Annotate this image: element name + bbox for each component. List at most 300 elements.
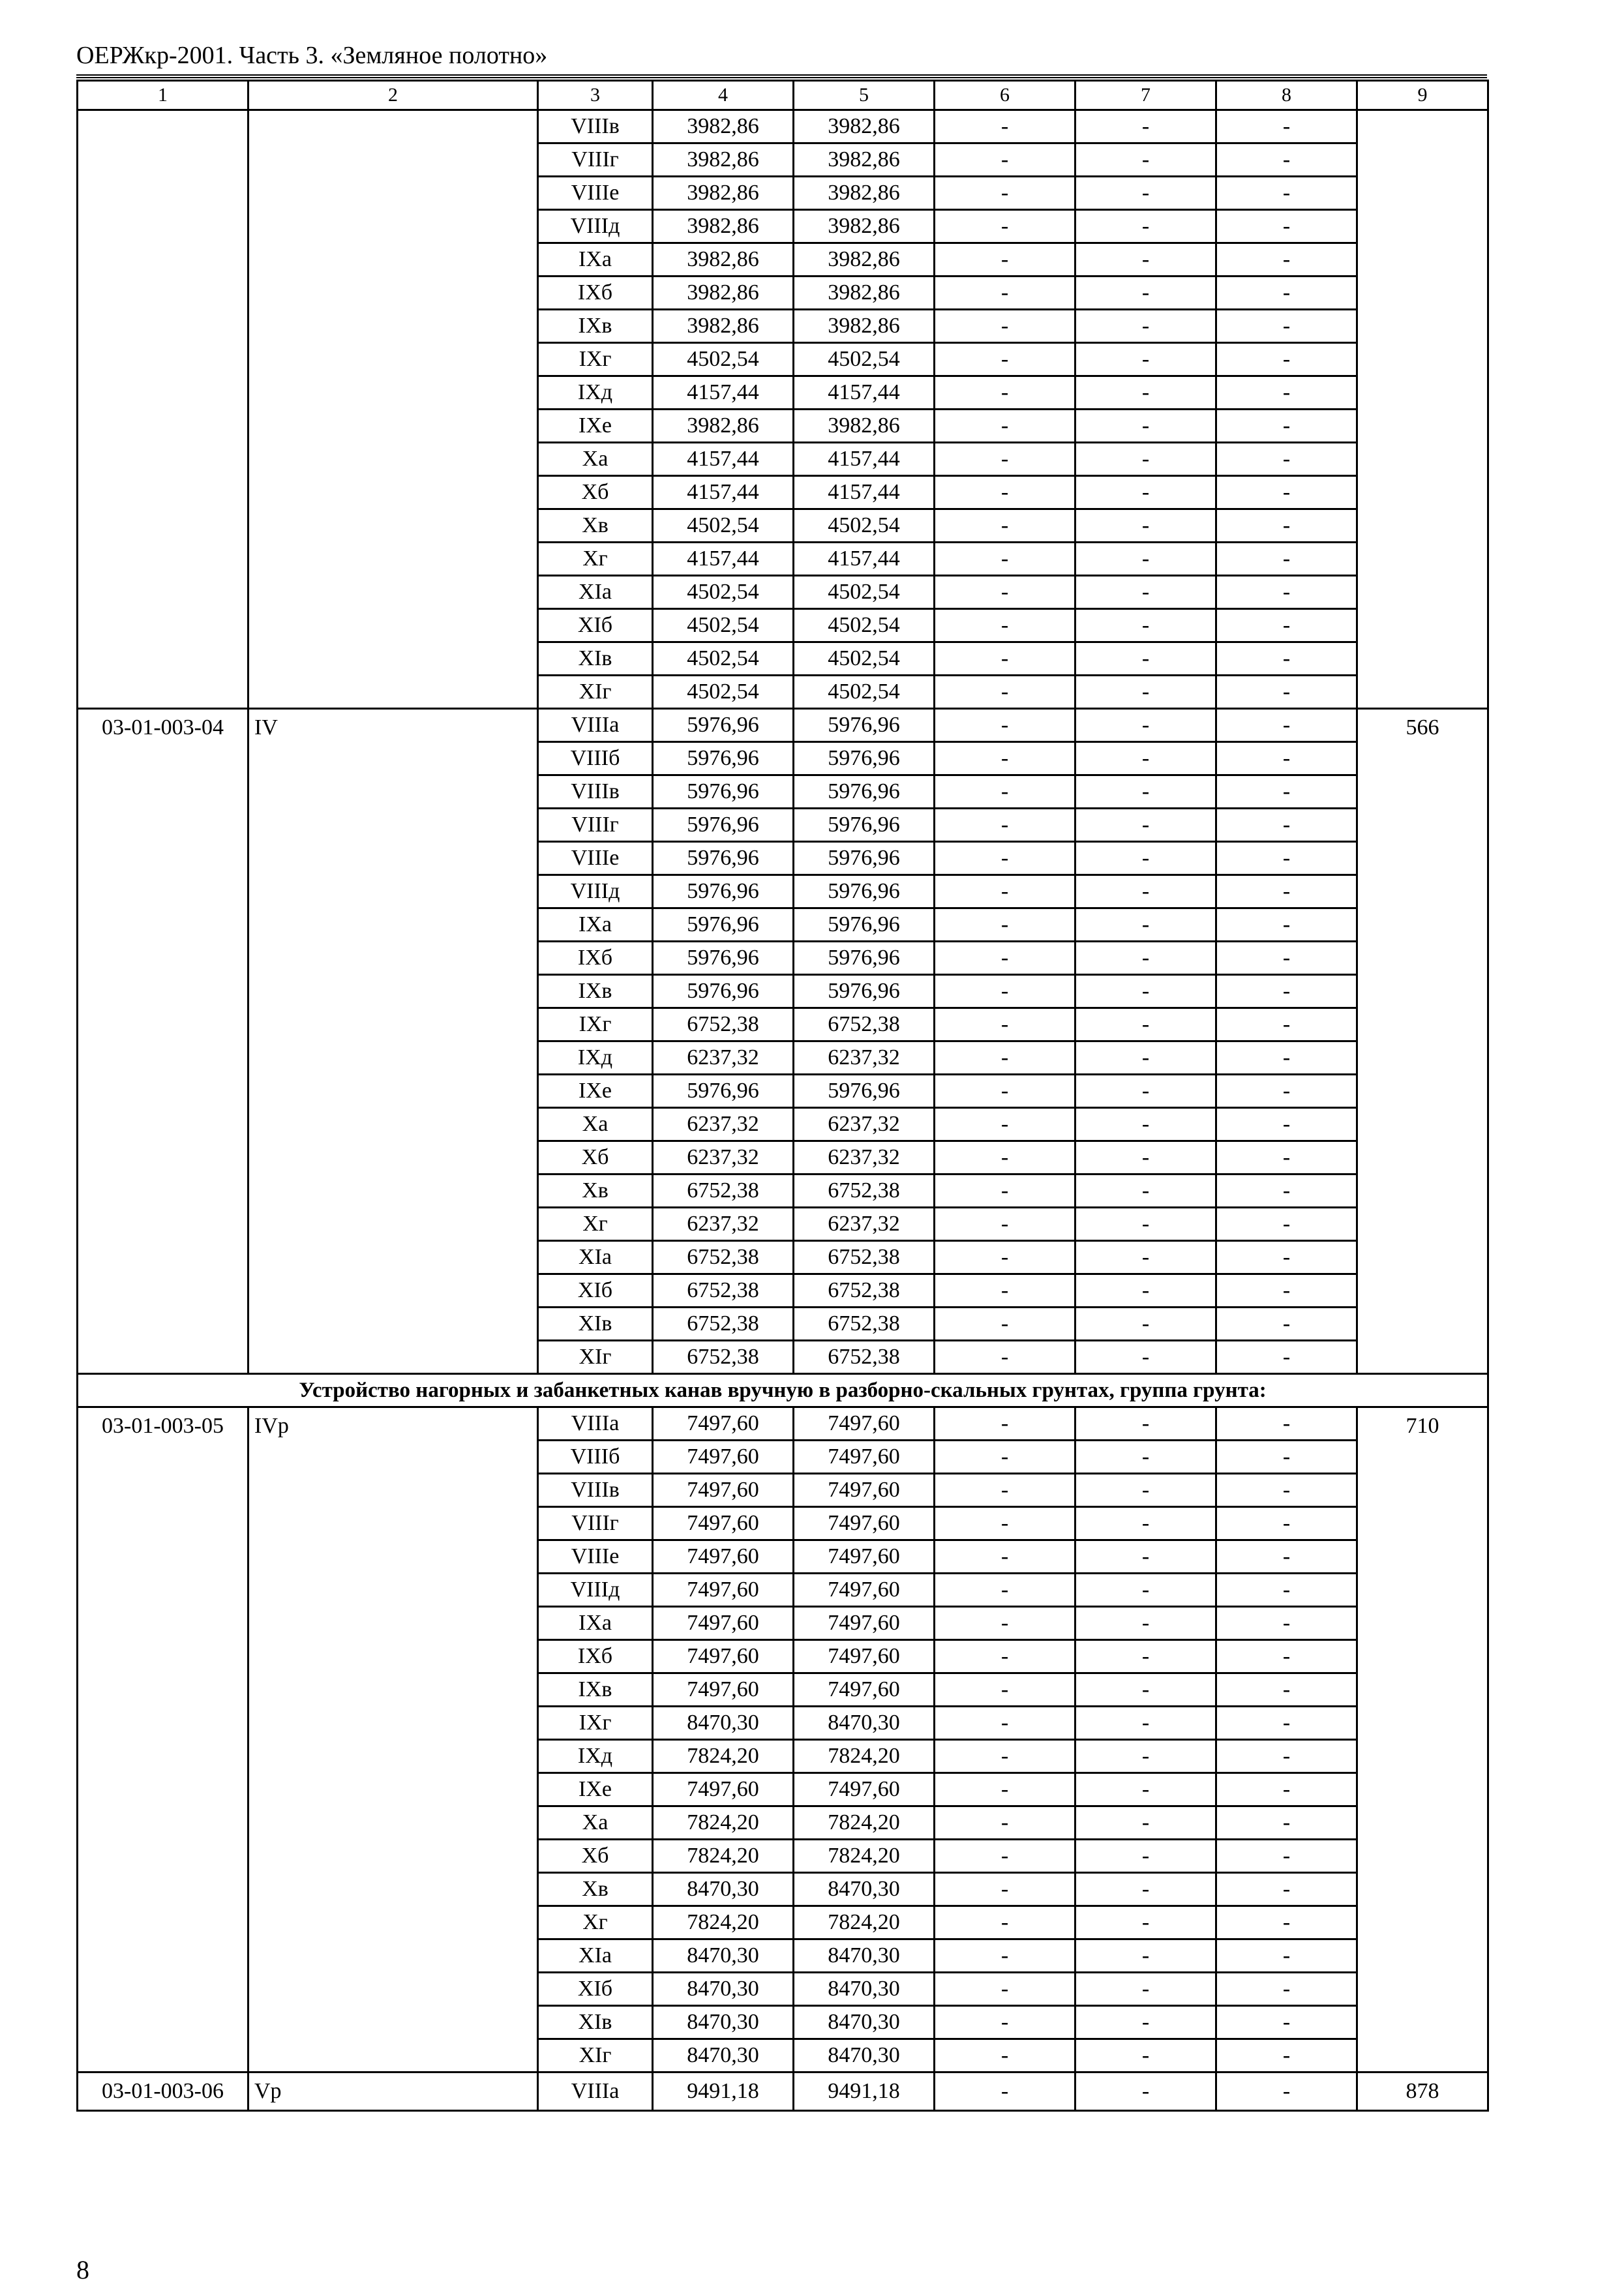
direct-costs: 3982,86 [653, 310, 794, 343]
machine-costs: - [935, 942, 1075, 975]
labor-wages: 8470,30 [794, 1873, 935, 1906]
direct-costs: 6237,32 [653, 1208, 794, 1241]
machine-costs: - [935, 376, 1075, 410]
machinist-wages: - [1075, 1274, 1216, 1308]
materials: - [1216, 908, 1357, 942]
region-code: VIIIв [538, 775, 653, 809]
region-code: VIIIа [538, 2072, 653, 2111]
machinist-wages: - [1075, 210, 1216, 243]
materials: - [1216, 609, 1357, 642]
machine-costs: - [935, 1041, 1075, 1075]
materials: - [1216, 1141, 1357, 1174]
labor-wages: 4502,54 [794, 509, 935, 543]
machine-costs: - [935, 1174, 1075, 1208]
direct-costs: 3982,86 [653, 177, 794, 210]
machinist-wages: - [1075, 609, 1216, 642]
machine-costs: - [935, 576, 1075, 609]
machinist-wages: - [1075, 476, 1216, 509]
direct-costs: 6752,38 [653, 1341, 794, 1374]
materials: - [1216, 709, 1357, 742]
materials: - [1216, 1075, 1357, 1108]
region-code: IXб [538, 277, 653, 310]
region-code: VIIIв [538, 1474, 653, 1507]
machine-costs: - [935, 310, 1075, 343]
direct-costs: 4157,44 [653, 376, 794, 410]
labor-wages: 7497,60 [794, 1574, 935, 1607]
materials: - [1216, 143, 1357, 177]
region-code: IXе [538, 1075, 653, 1108]
labor-wages: 7497,60 [794, 1474, 935, 1507]
machine-costs: - [935, 742, 1075, 775]
column-number: 3 [538, 81, 653, 110]
labor-wages: 3982,86 [794, 177, 935, 210]
machinist-wages: - [1075, 277, 1216, 310]
materials: - [1216, 1441, 1357, 1474]
materials: - [1216, 1640, 1357, 1673]
labor-wages: 7497,60 [794, 1607, 935, 1640]
labor-wages: 9491,18 [794, 2072, 935, 2111]
machinist-wages: - [1075, 775, 1216, 809]
materials: - [1216, 1707, 1357, 1740]
direct-costs: 7497,60 [653, 1673, 794, 1707]
labor-wages: 7824,20 [794, 1806, 935, 1840]
labor-hours: 566 [1357, 709, 1488, 1374]
machine-costs: - [935, 1141, 1075, 1174]
materials: - [1216, 1208, 1357, 1241]
machinist-wages: - [1075, 1141, 1216, 1174]
labor-wages: 6752,38 [794, 1241, 935, 1274]
direct-costs: 3982,86 [653, 277, 794, 310]
machine-costs: - [935, 2072, 1075, 2111]
region-code: Xв [538, 1873, 653, 1906]
machine-costs: - [935, 543, 1075, 576]
machinist-wages: - [1075, 1441, 1216, 1474]
labor-wages: 7497,60 [794, 1640, 935, 1673]
region-code: Xв [538, 509, 653, 543]
machine-costs: - [935, 642, 1075, 676]
region-code: XIб [538, 1973, 653, 2006]
region-code: XIг [538, 1341, 653, 1374]
direct-costs: 7497,60 [653, 1507, 794, 1540]
materials: - [1216, 1773, 1357, 1806]
machine-costs: - [935, 1973, 1075, 2006]
machinist-wages: - [1075, 676, 1216, 709]
region-code: IXа [538, 243, 653, 277]
machinist-wages: - [1075, 875, 1216, 908]
materials: - [1216, 1241, 1357, 1274]
machine-costs: - [935, 1540, 1075, 1574]
materials: - [1216, 1740, 1357, 1773]
materials: - [1216, 1973, 1357, 2006]
labor-wages: 4157,44 [794, 443, 935, 476]
labor-wages: 5976,96 [794, 742, 935, 775]
direct-costs: 6752,38 [653, 1308, 794, 1341]
region-code: XIб [538, 1274, 653, 1308]
region-code: VIIIа [538, 709, 653, 742]
machinist-wages: - [1075, 1840, 1216, 1873]
machinist-wages: - [1075, 1540, 1216, 1574]
machinist-wages: - [1075, 1673, 1216, 1707]
machine-costs: - [935, 1939, 1075, 1973]
materials: - [1216, 177, 1357, 210]
machinist-wages: - [1075, 1707, 1216, 1740]
direct-costs: 7497,60 [653, 1607, 794, 1640]
machinist-wages: - [1075, 642, 1216, 676]
materials: - [1216, 1507, 1357, 1540]
materials: - [1216, 2039, 1357, 2072]
machine-costs: - [935, 1008, 1075, 1041]
machine-costs: - [935, 2006, 1075, 2039]
direct-costs: 3982,86 [653, 410, 794, 443]
direct-costs: 5976,96 [653, 809, 794, 842]
machine-costs: - [935, 842, 1075, 875]
machine-costs: - [935, 809, 1075, 842]
rate-code: 03-01-003-04 [78, 709, 248, 1374]
machinist-wages: - [1075, 1208, 1216, 1241]
machine-costs: - [935, 1308, 1075, 1341]
direct-costs: 5976,96 [653, 908, 794, 942]
machine-costs: - [935, 1840, 1075, 1873]
region-code: Xб [538, 476, 653, 509]
table-row [78, 2072, 1488, 2111]
labor-wages: 3982,86 [794, 243, 935, 277]
machinist-wages: - [1075, 410, 1216, 443]
soil-group: IVр [248, 1407, 538, 2072]
machine-costs: - [935, 1507, 1075, 1540]
materials: - [1216, 1673, 1357, 1707]
labor-wages: 8470,30 [794, 2039, 935, 2072]
table-body [78, 81, 1488, 2111]
table-row [78, 1407, 1488, 1441]
materials: - [1216, 2072, 1357, 2111]
machine-costs: - [935, 975, 1075, 1008]
labor-wages: 6752,38 [794, 1308, 935, 1341]
labor-wages: 3982,86 [794, 410, 935, 443]
direct-costs: 5976,96 [653, 742, 794, 775]
machine-costs: - [935, 676, 1075, 709]
direct-costs: 7824,20 [653, 1740, 794, 1773]
machine-costs: - [935, 1906, 1075, 1939]
direct-costs: 3982,86 [653, 110, 794, 143]
machine-costs: - [935, 1873, 1075, 1906]
direct-costs: 7497,60 [653, 1574, 794, 1607]
materials: - [1216, 509, 1357, 543]
machinist-wages: - [1075, 942, 1216, 975]
region-code: IXб [538, 942, 653, 975]
machine-costs: - [935, 443, 1075, 476]
soil-group: IV [248, 709, 538, 1374]
machine-costs: - [935, 177, 1075, 210]
region-code: XIа [538, 576, 653, 609]
region-code: VIIIд [538, 210, 653, 243]
materials: - [1216, 1806, 1357, 1840]
direct-costs: 4502,54 [653, 343, 794, 376]
labor-wages: 6237,32 [794, 1141, 935, 1174]
machinist-wages: - [1075, 1407, 1216, 1441]
machine-costs: - [935, 2039, 1075, 2072]
machinist-wages: - [1075, 908, 1216, 942]
machinist-wages: - [1075, 376, 1216, 410]
materials: - [1216, 576, 1357, 609]
soil-group [248, 110, 538, 709]
direct-costs: 6237,32 [653, 1041, 794, 1075]
machinist-wages: - [1075, 1806, 1216, 1840]
region-code: IXа [538, 1607, 653, 1640]
machinist-wages: - [1075, 110, 1216, 143]
region-code: VIIIб [538, 742, 653, 775]
labor-wages: 7497,60 [794, 1407, 935, 1441]
machinist-wages: - [1075, 1740, 1216, 1773]
machinist-wages: - [1075, 177, 1216, 210]
direct-costs: 8470,30 [653, 1973, 794, 2006]
labor-wages: 3982,86 [794, 310, 935, 343]
machinist-wages: - [1075, 742, 1216, 775]
machine-costs: - [935, 410, 1075, 443]
direct-costs: 8470,30 [653, 1707, 794, 1740]
rate-code: 03-01-003-05 [78, 1407, 248, 2072]
column-number: 6 [935, 81, 1075, 110]
region-code: Xа [538, 1108, 653, 1141]
machinist-wages: - [1075, 1973, 1216, 2006]
labor-wages: 3982,86 [794, 110, 935, 143]
materials: - [1216, 1174, 1357, 1208]
materials: - [1216, 975, 1357, 1008]
machinist-wages: - [1075, 1341, 1216, 1374]
labor-wages: 8470,30 [794, 1973, 935, 2006]
machinist-wages: - [1075, 1873, 1216, 1906]
region-code: XIв [538, 642, 653, 676]
direct-costs: 8470,30 [653, 2039, 794, 2072]
header-rule [76, 74, 1487, 78]
machine-costs: - [935, 1740, 1075, 1773]
labor-wages: 7497,60 [794, 1773, 935, 1806]
machinist-wages: - [1075, 1640, 1216, 1673]
section-title: Устройство нагорных и забанкетных канав вручную в разборно-скальных грунтах, группа грунта: [78, 1374, 1488, 1407]
direct-costs: 4502,54 [653, 509, 794, 543]
machinist-wages: - [1075, 975, 1216, 1008]
machine-costs: - [935, 1441, 1075, 1474]
labor-wages: 4502,54 [794, 576, 935, 609]
table-row [78, 709, 1488, 742]
labor-wages: 6752,38 [794, 1341, 935, 1374]
labor-wages: 7824,20 [794, 1740, 935, 1773]
labor-wages: 7497,60 [794, 1507, 935, 1540]
direct-costs: 6752,38 [653, 1274, 794, 1308]
rate-code: 03-01-003-06 [78, 2072, 248, 2111]
column-number: 9 [1357, 81, 1488, 110]
direct-costs: 6752,38 [653, 1008, 794, 1041]
machinist-wages: - [1075, 1174, 1216, 1208]
materials: - [1216, 1873, 1357, 1906]
labor-wages: 5976,96 [794, 809, 935, 842]
machine-costs: - [935, 1341, 1075, 1374]
labor-wages: 7497,60 [794, 1673, 935, 1707]
region-code: IXв [538, 975, 653, 1008]
machinist-wages: - [1075, 1108, 1216, 1141]
column-number: 7 [1075, 81, 1216, 110]
machinist-wages: - [1075, 1507, 1216, 1540]
labor-wages: 5976,96 [794, 942, 935, 975]
region-code: VIIIв [538, 110, 653, 143]
labor-wages: 8470,30 [794, 1707, 935, 1740]
direct-costs: 7497,60 [653, 1640, 794, 1673]
region-code: VIIIе [538, 842, 653, 875]
machine-costs: - [935, 609, 1075, 642]
machine-costs: - [935, 1773, 1075, 1806]
materials: - [1216, 1308, 1357, 1341]
direct-costs: 3982,86 [653, 143, 794, 177]
machine-costs: - [935, 1407, 1075, 1441]
region-code: VIIIе [538, 177, 653, 210]
labor-wages: 3982,86 [794, 210, 935, 243]
labor-wages: 4502,54 [794, 676, 935, 709]
region-code: Xб [538, 1840, 653, 1873]
section-title-row [78, 1374, 1488, 1407]
labor-wages: 4157,44 [794, 376, 935, 410]
machine-costs: - [935, 1574, 1075, 1607]
materials: - [1216, 1939, 1357, 1973]
rates-table-container [76, 80, 1487, 2112]
region-code: XIб [538, 609, 653, 642]
direct-costs: 6237,32 [653, 1108, 794, 1141]
materials: - [1216, 1840, 1357, 1873]
direct-costs: 5976,96 [653, 1075, 794, 1108]
machine-costs: - [935, 1474, 1075, 1507]
machinist-wages: - [1075, 1773, 1216, 1806]
region-code: Xа [538, 443, 653, 476]
machinist-wages: - [1075, 1008, 1216, 1041]
materials: - [1216, 110, 1357, 143]
materials: - [1216, 277, 1357, 310]
machinist-wages: - [1075, 1906, 1216, 1939]
machine-costs: - [935, 210, 1075, 243]
machinist-wages: - [1075, 1041, 1216, 1075]
labor-wages: 7497,60 [794, 1540, 935, 1574]
labor-wages: 5976,96 [794, 975, 935, 1008]
region-code: VIIIа [538, 1407, 653, 1441]
direct-costs: 7824,20 [653, 1840, 794, 1873]
labor-wages: 3982,86 [794, 143, 935, 177]
direct-costs: 4157,44 [653, 443, 794, 476]
materials: - [1216, 875, 1357, 908]
machinist-wages: - [1075, 543, 1216, 576]
direct-costs: 6752,38 [653, 1241, 794, 1274]
region-code: XIв [538, 1308, 653, 1341]
labor-wages: 6237,32 [794, 1041, 935, 1075]
materials: - [1216, 1474, 1357, 1507]
machinist-wages: - [1075, 1075, 1216, 1108]
region-code: IXд [538, 376, 653, 410]
region-code: VIIIг [538, 1507, 653, 1540]
region-code: IXд [538, 1740, 653, 1773]
machine-costs: - [935, 143, 1075, 177]
labor-hours: 878 [1357, 2072, 1488, 2111]
materials: - [1216, 1341, 1357, 1374]
materials: - [1216, 809, 1357, 842]
column-number-row [78, 81, 1488, 110]
machine-costs: - [935, 1707, 1075, 1740]
machinist-wages: - [1075, 2006, 1216, 2039]
machine-costs: - [935, 1208, 1075, 1241]
region-code: Xг [538, 1906, 653, 1939]
machinist-wages: - [1075, 1241, 1216, 1274]
machine-costs: - [935, 509, 1075, 543]
machinist-wages: - [1075, 1574, 1216, 1607]
machine-costs: - [935, 775, 1075, 809]
materials: - [1216, 410, 1357, 443]
materials: - [1216, 1108, 1357, 1141]
region-code: XIг [538, 676, 653, 709]
materials: - [1216, 1274, 1357, 1308]
direct-costs: 4157,44 [653, 476, 794, 509]
labor-wages: 5976,96 [794, 842, 935, 875]
direct-costs: 3982,86 [653, 243, 794, 277]
region-code: Xб [538, 1141, 653, 1174]
machine-costs: - [935, 243, 1075, 277]
machinist-wages: - [1075, 1607, 1216, 1640]
machinist-wages: - [1075, 809, 1216, 842]
machine-costs: - [935, 1075, 1075, 1108]
direct-costs: 7497,60 [653, 1474, 794, 1507]
region-code: IXв [538, 310, 653, 343]
direct-costs: 4502,54 [653, 576, 794, 609]
labor-wages: 6752,38 [794, 1008, 935, 1041]
machine-costs: - [935, 1607, 1075, 1640]
direct-costs: 5976,96 [653, 842, 794, 875]
machine-costs: - [935, 1274, 1075, 1308]
direct-costs: 8470,30 [653, 2006, 794, 2039]
materials: - [1216, 676, 1357, 709]
materials: - [1216, 1906, 1357, 1939]
region-code: Xг [538, 1208, 653, 1241]
machinist-wages: - [1075, 1474, 1216, 1507]
materials: - [1216, 343, 1357, 376]
labor-wages: 5976,96 [794, 775, 935, 809]
labor-hours [1357, 110, 1488, 709]
labor-wages: 8470,30 [794, 2006, 935, 2039]
direct-costs: 4502,54 [653, 676, 794, 709]
machine-costs: - [935, 709, 1075, 742]
labor-wages: 6752,38 [794, 1174, 935, 1208]
materials: - [1216, 642, 1357, 676]
materials: - [1216, 376, 1357, 410]
direct-costs: 3982,86 [653, 210, 794, 243]
labor-wages: 4157,44 [794, 543, 935, 576]
materials: - [1216, 1041, 1357, 1075]
region-code: VIIIе [538, 1540, 653, 1574]
machinist-wages: - [1075, 243, 1216, 277]
direct-costs: 7497,60 [653, 1773, 794, 1806]
materials: - [1216, 310, 1357, 343]
materials: - [1216, 1574, 1357, 1607]
machinist-wages: - [1075, 2039, 1216, 2072]
labor-wages: 5976,96 [794, 875, 935, 908]
column-number: 1 [78, 81, 248, 110]
direct-costs: 5976,96 [653, 775, 794, 809]
machinist-wages: - [1075, 842, 1216, 875]
machine-costs: - [935, 908, 1075, 942]
region-code: IXе [538, 1773, 653, 1806]
materials: - [1216, 2006, 1357, 2039]
labor-wages: 6237,32 [794, 1108, 935, 1141]
machinist-wages: - [1075, 509, 1216, 543]
machine-costs: - [935, 1806, 1075, 1840]
labor-wages: 7824,20 [794, 1906, 935, 1939]
region-code: IXв [538, 1673, 653, 1707]
machinist-wages: - [1075, 576, 1216, 609]
column-number: 4 [653, 81, 794, 110]
region-code: VIIIб [538, 1441, 653, 1474]
